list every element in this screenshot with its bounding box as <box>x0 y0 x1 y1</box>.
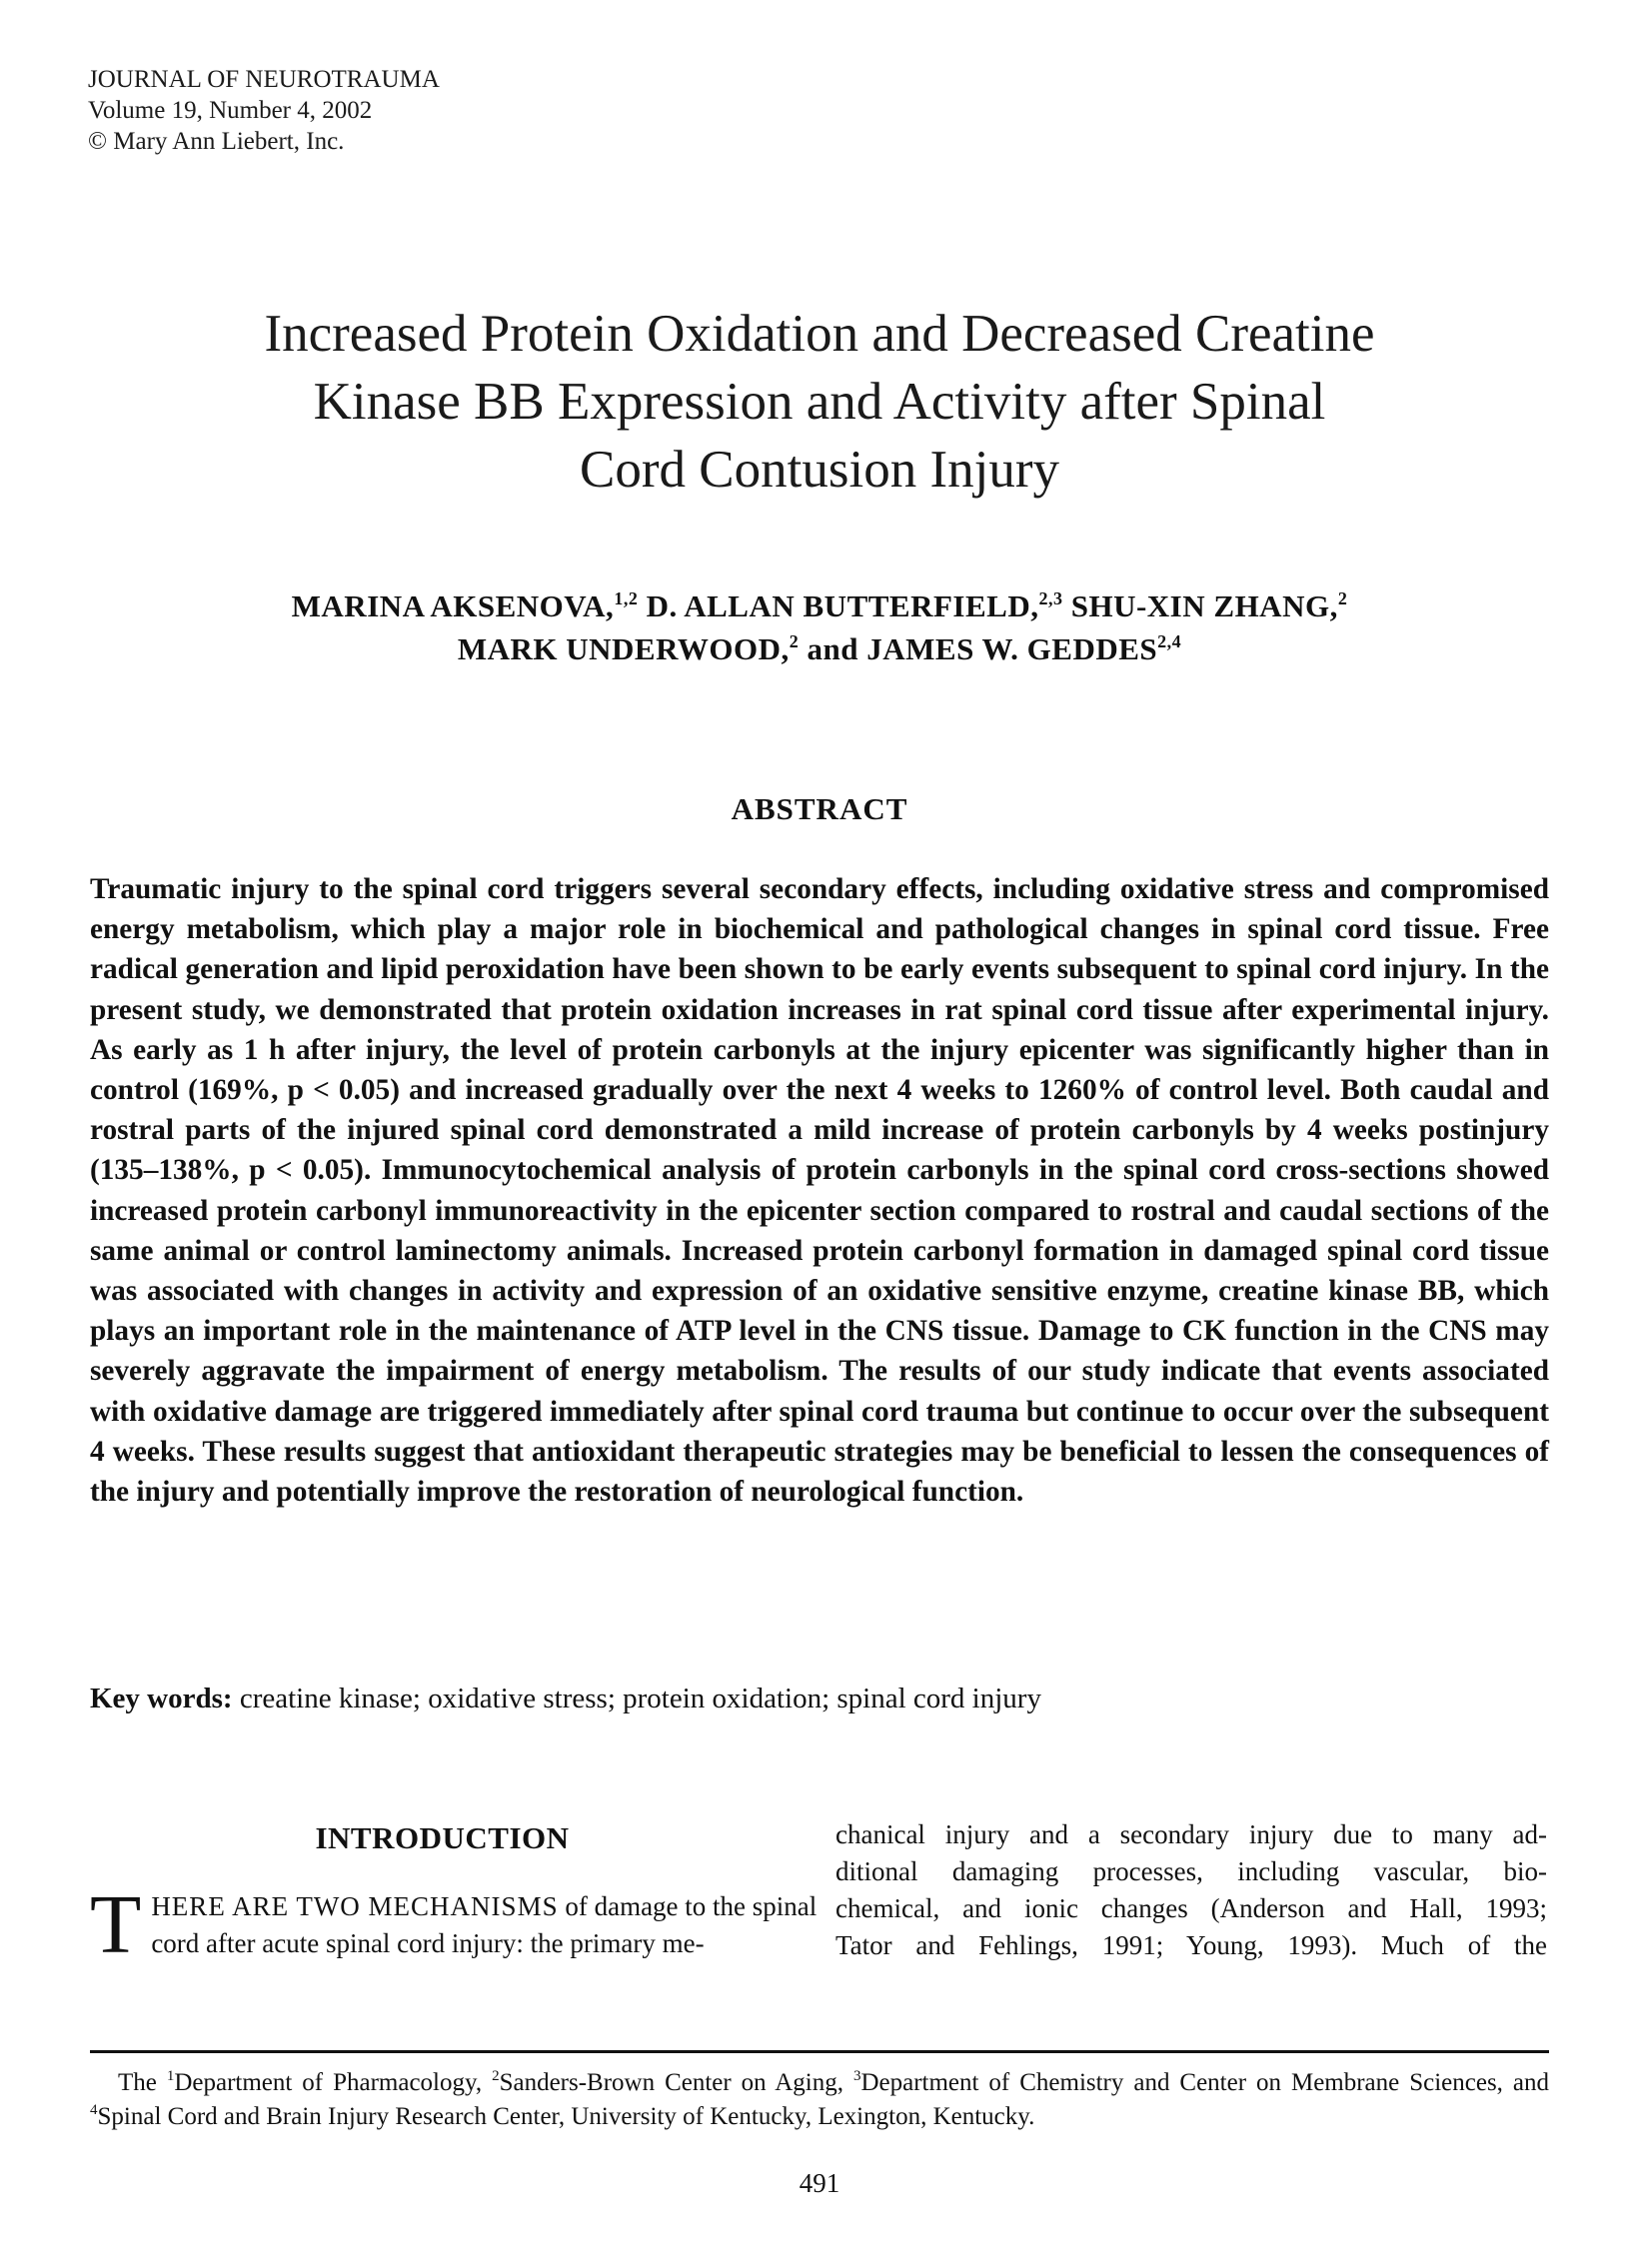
affiliation-footnote <box>90 2066 1549 2134</box>
author-affiliation: 2,3 <box>1038 588 1063 608</box>
footnote-text: Department of Chemistry and Center on Membrane Sciences, and <box>860 2069 1549 2096</box>
text-line: chanical injury and a secondary injury due to many ad- <box>835 1819 1547 1849</box>
author-name: MARINA AKSENOVA, <box>291 588 615 623</box>
author-affiliation: 2 <box>789 631 800 651</box>
introduction-left-column <box>90 1878 818 1971</box>
footnote-marker: 4 <box>90 2102 98 2118</box>
title-line: Increased Protein Oxidation and Decreased Creatine <box>264 305 1375 363</box>
keywords <box>90 1679 1549 1718</box>
footnote-marker: 3 <box>852 2068 861 2084</box>
text-segment: of damage to the spinal <box>558 1891 818 1921</box>
footnote-marker: 1 <box>166 2068 175 2084</box>
title-line: Kinase BB Expression and Activity after Spinal <box>313 373 1326 431</box>
footnote-text: Sanders-Brown Center on Aging, <box>499 2069 853 2096</box>
journal-header <box>88 64 440 157</box>
text-line: ditional damaging processes, including vascular, bio- <box>835 1856 1547 1886</box>
journal-publisher: © Mary Ann Liebert, Inc. <box>88 128 345 155</box>
title-line: Cord Contusion Injury <box>580 441 1059 499</box>
footnote-prefix: The <box>118 2069 167 2096</box>
page-number: 491 <box>799 2168 840 2198</box>
abstract-text: Traumatic injury to the spinal cord triggers several secondary effects, including oxidative stress and compromised energy metabolism, which play a major role in biochemical and pathological changes in spinal cord tissue. Free radical generation and lipid peroxidation have been shown to be early events subsequent to spinal cord injury. In the present study, we demonstrated that protein oxidation increases in rat spinal cord tissue after experimental injury. As early as 1 h after injury, the level of protein carbonyls at the injury epicenter was significantly higher than in control (169%, p < 0.05) and increased gradually over the next 4 weeks to 1260% of control level. Both caudal and rostral parts of the injured spinal cord demonstrated a mild increase of protein carbonyls by 4 weeks postinjury (135–138%, p < 0.05). Immunocytochemical analysis of protein carbonyls in the spinal cord cross-sections showed increased protein carbonyl immunoreactivity in the epicenter section compared to rostral and caudal sections of the same animal or control laminectomy animals. Increased protein carbonyl formation in damaged spinal cord tissue was associated with changes in activity and expression of an oxidative sensitive enzyme, creatine kinase BB, which plays an important role in the maintenance of ATP level in the CNS tissue. Damage to CK function in the CNS may severely aggravate the impairment of energy metabolism. The results of our study indicate that events associated with oxidative damage are triggered immediately after spinal cord trauma but continue to occur over the subsequent 4 weeks. These results suggest that antioxidant therapeutic strategies may be beneficial to lessen the consequences of the injury and potentially improve the restoration of neurological function. <box>90 873 1549 1509</box>
introduction-right-column <box>835 1816 1547 1964</box>
text-line: cord after acute spinal cord injury: the primary me- <box>151 1928 705 1958</box>
text-line: chemical, and ionic changes (Anderson and Hall, 1993; <box>835 1893 1547 1923</box>
footnote-text: Spinal Cord and Brain Injury Research Center, University of Kentucky, Lexington, Kentucky. <box>97 2103 1035 2130</box>
introduction-heading: INTRODUCTION <box>315 1820 570 1855</box>
article-title <box>150 300 1489 504</box>
author-name: SHU-XIN ZHANG, <box>1070 588 1338 623</box>
author-line-2 <box>150 627 1489 670</box>
smallcaps-lead: HERE ARE TWO MECHANISMS <box>151 1891 559 1921</box>
keywords-text: creatine kinase; oxidative stress; protein oxidation; spinal cord injury <box>239 1683 1041 1714</box>
drop-cap: T <box>90 1878 142 1971</box>
footnote-text: Department of Pharmacology, <box>174 2069 493 2096</box>
author-affiliation: 2 <box>1337 588 1348 608</box>
author-name: D. ALLAN BUTTERFIELD, <box>646 588 1039 623</box>
author-name: MARK UNDERWOOD, <box>457 631 790 666</box>
footnote-marker: 2 <box>492 2068 500 2084</box>
journal-volume: Volume 19, Number 4, 2002 <box>88 97 373 124</box>
keywords-label: Key words: <box>90 1683 233 1714</box>
author-line-1 <box>150 584 1489 627</box>
text-line: Tator and Fehlings, 1991; Young, 1993). Much of the <box>835 1930 1547 1960</box>
abstract-heading: ABSTRACT <box>731 791 908 826</box>
author-connector: and <box>807 631 858 666</box>
author-affiliation: 2,4 <box>1157 631 1182 651</box>
author-affiliation: 1,2 <box>614 588 639 608</box>
journal-name: JOURNAL OF NEUROTRAUMA <box>88 66 440 93</box>
author-list <box>150 584 1489 670</box>
author-name: JAMES W. GEDDES <box>866 631 1158 666</box>
text-line <box>90 1888 818 1925</box>
footnote-divider <box>90 2050 1549 2053</box>
